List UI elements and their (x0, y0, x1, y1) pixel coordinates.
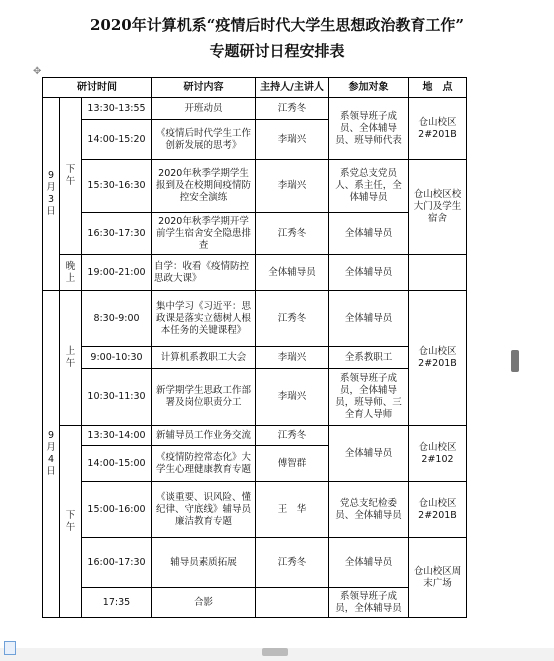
content-cell: 新学期学生思政工作部署及岗位职责分工 (152, 369, 256, 426)
content-cell: 新辅导员工作业务交流 (152, 426, 256, 446)
content-cell: 《疫情后时代学生工作创新发展的思考》 (152, 120, 256, 160)
host-cell: 李瑞兴 (256, 347, 329, 369)
time-cell: 14:00-15:20 (82, 120, 152, 160)
content-cell: 集中学习《习近平：思政课是落实立德树人根本任务的关键课程》 (152, 291, 256, 347)
audience-cell: 全体辅导员 (329, 213, 409, 255)
host-cell: 江秀冬 (256, 98, 329, 120)
table-row (43, 213, 467, 255)
side-panel-toggle-handle[interactable] (511, 350, 519, 372)
audience-cell: 系领导班子成员、全体辅导员、班导师代表 (329, 98, 409, 160)
table-row (43, 291, 467, 347)
location-cell: 仓山校区2#201B (409, 482, 467, 538)
table-row (43, 588, 467, 618)
audience-cell: 党总支纪检委员、全体辅导员 (329, 482, 409, 538)
content-cell: 2020年秋季学期开学前学生宿舍安全隐患排查 (152, 213, 256, 255)
document-title-line2: 专题研讨日程安排表 (209, 42, 345, 60)
table-header-row (43, 78, 467, 98)
audience-cell: 全系教职工 (329, 347, 409, 369)
day2-morning-label: 上 午 (60, 291, 82, 426)
day1-afternoon-label: 下 午 (60, 98, 82, 255)
audience-cell: 全体辅导员 (329, 538, 409, 588)
host-cell: 王 华 (256, 482, 329, 538)
document-title-line1: 2020年计算机系“疫情后时代大学生思想政治教育工作” (89, 16, 464, 34)
content-cell: 《谈重要、识风险、懂纪律、守底线》辅导员廉洁教育专题 (152, 482, 256, 538)
header-location: 地 点 (409, 78, 467, 98)
time-cell: 16:30-17:30 (82, 213, 152, 255)
audience-cell: 全体辅导员 (329, 291, 409, 347)
table-row (43, 369, 467, 426)
host-cell: 江秀冬 (256, 538, 329, 588)
header-time: 研讨时间 (43, 78, 152, 98)
host-cell: 全体辅导员 (256, 255, 329, 291)
day1-evening-label: 晚 上 (60, 255, 82, 291)
time-cell: 9:00-10:30 (82, 347, 152, 369)
time-cell: 13:30-14:00 (82, 426, 152, 446)
table-move-handle-icon[interactable]: ✥ (33, 66, 42, 77)
time-cell: 16:00-17:30 (82, 538, 152, 588)
host-cell: 江秀冬 (256, 426, 329, 446)
document-icon (4, 641, 16, 655)
location-cell: 仓山校区2#102 (409, 426, 467, 482)
time-cell: 17:35 (82, 588, 152, 618)
host-cell: 李瑞兴 (256, 120, 329, 160)
content-cell: 2020年秋季学期学生报到及在校期间疫情防控安全演练 (152, 160, 256, 213)
time-cell: 10:30-11:30 (82, 369, 152, 426)
content-cell: 开班动员 (152, 98, 256, 120)
time-cell: 8:30-9:00 (82, 291, 152, 347)
table-row (43, 255, 467, 291)
add-row-handle[interactable] (262, 648, 288, 656)
host-cell: 江秀冬 (256, 291, 329, 347)
host-cell (256, 588, 329, 618)
day2-label: 9 月 4 日 (43, 291, 60, 618)
header-host: 主持人/主讲人 (256, 78, 329, 98)
audience-cell: 全体辅导员 (329, 426, 409, 482)
location-cell: 仓山校区周末广场 (409, 538, 467, 618)
schedule-table (42, 77, 467, 618)
content-cell: 自学：收看《疫情防控思政大课》 (152, 255, 256, 291)
audience-cell: 系党总支党员人、系主任，全体辅导员 (329, 160, 409, 213)
table-row (43, 426, 467, 446)
host-cell: 江秀冬 (256, 213, 329, 255)
time-cell: 13:30-13:55 (82, 98, 152, 120)
content-cell: 《疫情防控常态化》大学生心理健康教育专题 (152, 446, 256, 482)
table-row (43, 538, 467, 588)
audience-cell: 系领导班子成员，全体辅导员，班导师、三全育人导师 (329, 369, 409, 426)
day1-label: 9 月 3 日 (43, 98, 60, 291)
table-row (43, 482, 467, 538)
table-row (43, 347, 467, 369)
audience-cell: 系领导班子成员，全体辅导员 (329, 588, 409, 618)
location-cell (409, 255, 467, 291)
time-cell: 14:00-15:00 (82, 446, 152, 482)
content-cell: 计算机系教职工大会 (152, 347, 256, 369)
location-cell: 仓山校区校大门及学生宿舍 (409, 160, 467, 255)
host-cell: 李瑞兴 (256, 160, 329, 213)
audience-cell: 全体辅导员 (329, 255, 409, 291)
header-audience: 参加对象 (329, 78, 409, 98)
table-row (43, 98, 467, 120)
location-cell: 仓山校区2#201B (409, 98, 467, 160)
time-cell: 15:00-16:00 (82, 482, 152, 538)
time-cell: 15:30-16:30 (82, 160, 152, 213)
header-content: 研讨内容 (152, 78, 256, 98)
host-cell: 李瑞兴 (256, 369, 329, 426)
content-cell: 辅导员素质拓展 (152, 538, 256, 588)
table-row (43, 160, 467, 213)
host-cell: 傅智群 (256, 446, 329, 482)
content-cell: 合影 (152, 588, 256, 618)
day2-afternoon-label: 下 午 (60, 426, 82, 618)
time-cell: 19:00-21:00 (82, 255, 152, 291)
location-cell: 仓山校区2#201B (409, 291, 467, 426)
